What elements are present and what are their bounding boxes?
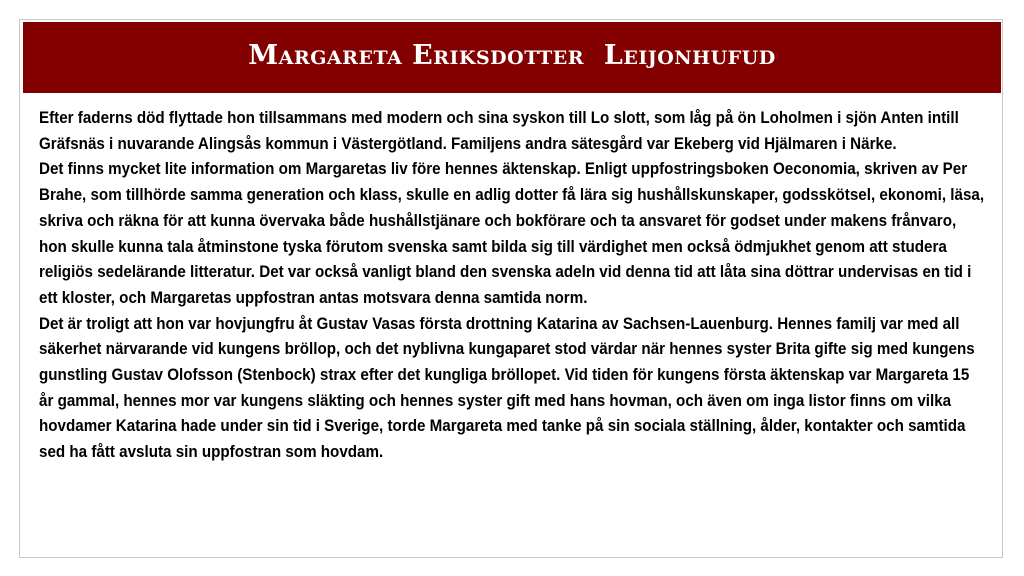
paragraph-1: Efter faderns död flyttade hon tillsammans med modern och sina syskon till Lo slott, som låg på ön Loholmen i sjön Anten intill Gräfsnäs i nuvarande Alingsås kommun i Västergötland. Familjens andra sätesgård var Ekeberg vid Hjälmaren i Närke.	[39, 108, 959, 153]
paragraph-3: Det är troligt att hon var hovjungfru åt Gustav Vasas första drottning Katarina av Sachsen-Lauenburg. Hennes familj var med all säkerhet närvarande vid kungens bröllop, och det nyblivna kungaparet stod värdar när hennes syster Brita gifte sig med kungens gunstling Gustav Olofsson (Stenbock) strax efter det kungliga bröllopet. Vid tiden för kungens första äktenskap var Margareta 15 år gammal, hennes mor var kungens släkting och hennes syster gift med hans hovman, och även om inga listor finns om vilka hovdamer Katarina hade under sin tid i Sverige, torde Margareta med tanke på sin sociala ställning, ålder, kontakter och samtida sed ha fått avsluta sin uppfostran som hovdam.	[39, 313, 975, 462]
slide-title: Margareta Eriksdotter Leijonhufud	[248, 40, 776, 71]
slide-body	[39, 105, 985, 465]
paragraph-2: Det finns mycket lite information om Margaretas liv före hennes äktenskap. Enligt uppfostringsboken Oeconomia, skriven av Per Brahe, som tillhörde samma generation och klass, skulle en adlig dotter få lära sig hushållskunskaper, godsskötsel, ekonomi, läsa, skriva och räkna för att kunna övervaka både hushållstjänare och bokförare och ta ansvaret för godset under makens frånvaro, hon skulle kunna tala åtminstone tyska förutom svenska samt bilda sig till värdighet men också ödmjukhet genom att studera religiös sedelärande litteratur. Det var också vanligt bland den svenska adeln vid denna tid att låta sina döttrar undervisas en tid i ett kloster, och Margaretas uppfostran antas motsvara denna samtida norm.	[39, 159, 985, 307]
title-bar	[23, 22, 1001, 93]
